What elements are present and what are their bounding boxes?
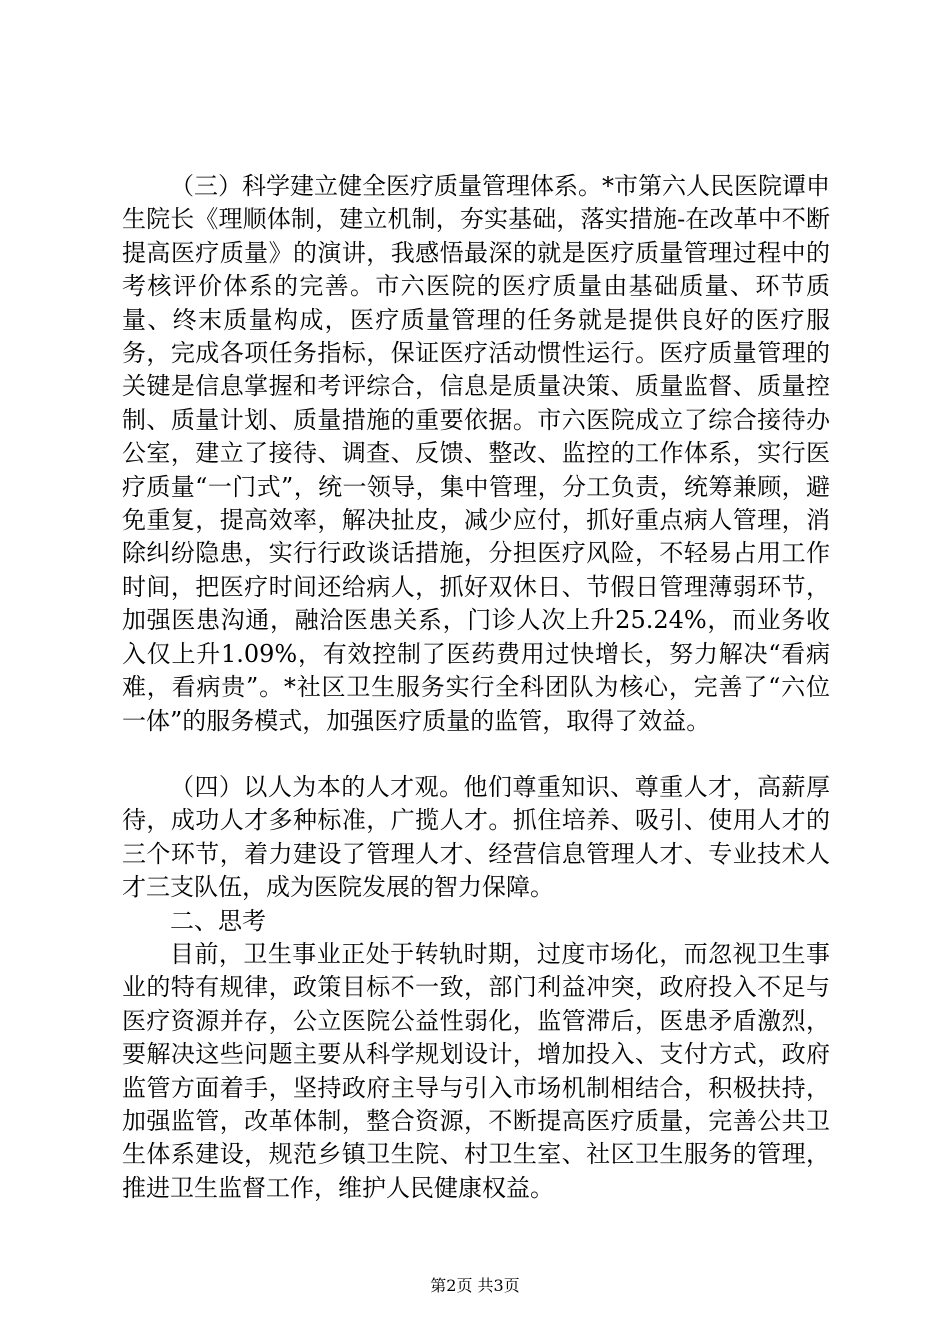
paragraph-talent-view: （四）以人为本的人才观。他们尊重知识、尊重人才，高薪厚待，成功人才多种标准，广揽人才。抓住培养、吸引、使用人才的三个环节，着力建设了管理人才、经营信息管理人才、专业技术人才三支队伍，成为医院发展的智力保障。: [122, 772, 830, 902]
document-body: [122, 170, 830, 1205]
page-number-footer: 第2页 共3页: [430, 1276, 520, 1295]
paragraph-quality-management: （三）科学建立健全医疗质量管理体系。*市第六人民医院谭申生院长《理顺体制，建立机制，夯实基础，落实措施-在改革中不断提高医疗质量》的演讲，我感悟最深的就是医疗质量管理过程中的考核评价体系的完善。市六医院的医疗质量由基础质量、环节质量、终末质量构成，医疗质量管理的任务就是提供良好的医疗服务，完成各项任务指标，保证医疗活动惯性运行。医疗质量管理的关键是信息掌握和考评综合，信息是质量决策、质量监督、质量控制、质量计划、质量措施的重要依据。市六医院成立了综合接待办公室，建立了接待、调查、反馈、整改、监控的工作体系，实行医疗质量“一门式”，统一领导，集中管理，分工负责，统筹兼顾，避免重复，提高效率，解决扯皮，减少应付，抓好重点病人管理，消除纠纷隐患，实行行政谈话措施，分担医疗风险，不轻易占用工作时间，把医疗时间还给病人，抓好双休日、节假日管理薄弱环节，加强医患沟通，融洽医患关系，门诊人次上升25.24%，而业务收入仅上升1.09%，有效控制了医药费用过快增长，努力解决“看病难，看病贵”。*社区卫生服务实行全科团队为核心，完善了“六位一体”的服务模式，加强医疗质量的监管，取得了效益。: [122, 172, 830, 735]
section-heading-thinking: 二、思考: [170, 906, 266, 935]
paragraph-thinking: 目前，卫生事业正处于转轨时期，过度市场化，而忽视卫生事业的特有规律，政策目标不一致，部门利益冲突，政府投入不足与医疗资源并存，公立医院公益性弱化，监管滞后，医患矛盾激烈，要解决这些问题主要从科学规划设计，增加投入、支付方式，政府监管方面着手，坚持政府主导与引入市场机制相结合，积极扶持，加强监管，改革体制，整合资源，不断提高医疗质量，完善公共卫生体系建设，规范乡镇卫生院、村卫生室、社区卫生服务的管理，推进卫生监督工作，维护人民健康权益。: [122, 939, 830, 1202]
